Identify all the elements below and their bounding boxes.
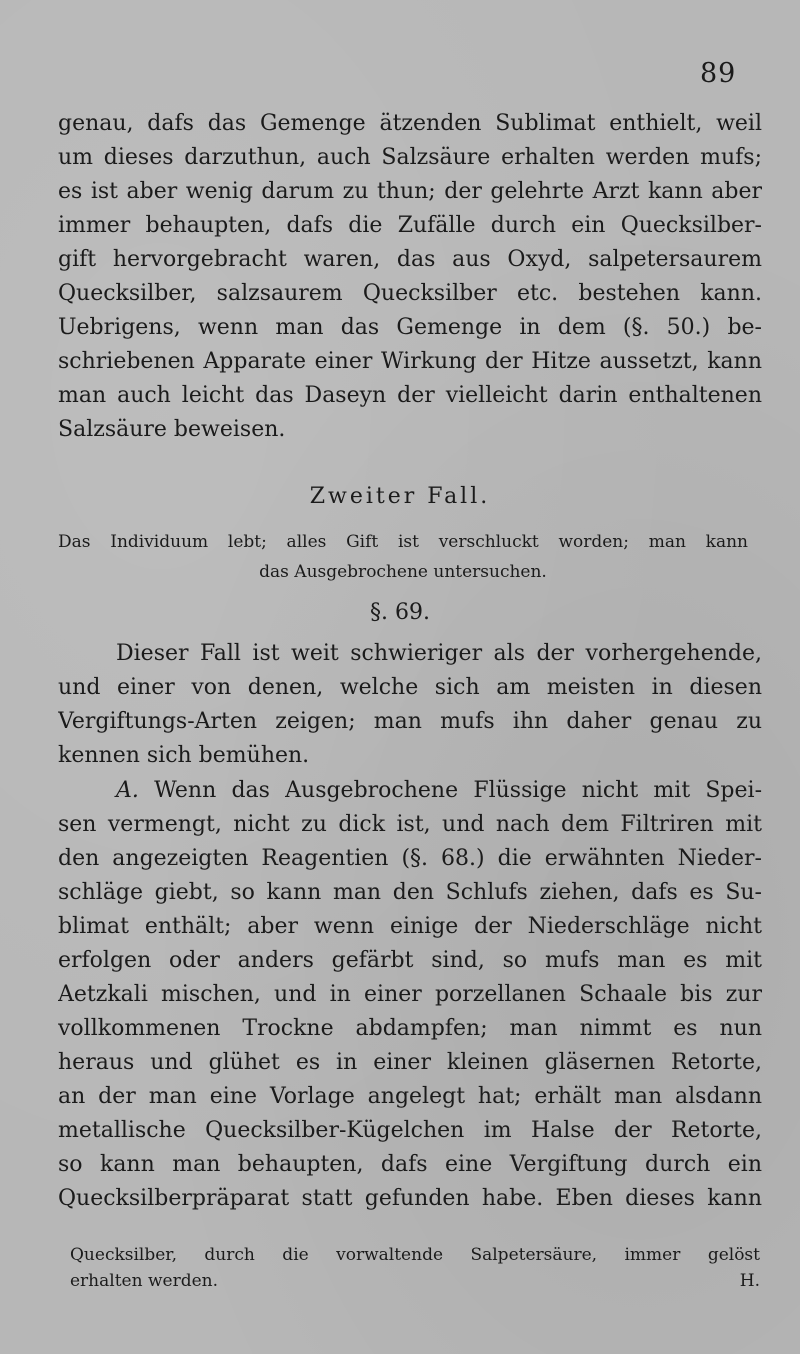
text-line: Aetzkali mischen, und in einer porzellanen Schaale bis zur (58, 982, 762, 1007)
text-line: genau, dafs das Gemenge ätzenden Sublimat enthielt, weil (58, 111, 762, 136)
text-line: Salzsäure beweisen. (58, 417, 286, 442)
paragraph-continuation (58, 107, 762, 447)
text-line: Vergiftungs-Arten zeigen; man mufs ihn daher genau zu (58, 709, 762, 734)
case-summary (58, 527, 748, 587)
text-line: sen vermengt, nicht zu dick ist, und nach dem Filtriren mit (58, 812, 762, 837)
footnote (70, 1242, 760, 1294)
text-line: gift hervorgebracht waren, das aus Oxyd, salpetersaurem (58, 247, 762, 272)
text-line: und einer von denen, welche sich am meisten in diesen (58, 675, 762, 700)
paragraph (58, 637, 762, 773)
text-line: erfolgen oder anders gefärbt sind, so mufs man es mit (58, 948, 762, 973)
text-line: um dieses darzuthun, auch Salzsäure erhalten werden mufs; (58, 145, 762, 170)
paragraph-initial: A. (116, 778, 139, 803)
text-line: schriebenen Apparate einer Wirkung der Hitze aussetzt, kann (58, 349, 762, 374)
text-line: Quecksilber, salzsaurem Quecksilber etc. bestehen kann. (58, 281, 762, 306)
text-line: blimat enthält; aber wenn einige der Niederschläge nicht (58, 914, 762, 939)
text-line: den angezeigten Reagentien (§. 68.) die erwähnten Nieder- (58, 846, 762, 871)
text-line: so kann man behaupten, dafs eine Vergiftung durch ein (58, 1152, 762, 1177)
text-line: immer behaupten, dafs die Zufälle durch ein Quecksilber- (58, 213, 762, 238)
text-line: schläge giebt, so kann man den Schlufs ziehen, dafs es Su- (58, 880, 762, 905)
text-line: an der man eine Vorlage angelegt hat; erhält man alsdann (58, 1084, 762, 1109)
summary-line: Das Individuum lebt; alles Gift ist verschluckt worden; man kann (58, 532, 748, 552)
text-line: man auch leicht das Daseyn der vielleicht darin enthaltenen (58, 383, 762, 408)
footnote-line: Quecksilber, durch die vorwaltende Salpetersäure, immer gelöst (70, 1245, 760, 1265)
text-line: vollkommenen Trockne abdampfen; man nimmt es nun (58, 1016, 762, 1041)
text-line: heraus und glühet es in einer kleinen gläsernen Retorte, (58, 1050, 762, 1075)
text-line: metallische Quecksilber-Kügelchen im Halse der Retorte, (58, 1118, 762, 1143)
footnote-text: erhalten werden. (70, 1271, 218, 1291)
footnote-line (70, 1268, 760, 1294)
text-line: Dieser Fall ist weit schwieriger als der vorhergehende, (116, 641, 762, 666)
section-number: §. 69. (370, 600, 430, 625)
section-heading: Zweiter Fall. (309, 484, 491, 509)
text-line (58, 774, 762, 808)
text-span: Wenn das Ausgebrochene Flüssige nicht mit Spei- (138, 778, 762, 803)
text-line: es ist aber wenig darum zu thun; der gelehrte Arzt kann aber (58, 179, 762, 204)
paragraph (58, 774, 762, 1216)
text-line: kennen sich bemühen. (58, 743, 310, 768)
text-line: Uebrigens, wenn man das Gemenge in dem (§. 50.) be- (58, 315, 762, 340)
page-number: 89 (700, 58, 737, 89)
summary-line: das Ausgebrochene untersuchen. (259, 562, 547, 582)
footnote-signature: H. (739, 1271, 760, 1291)
text-line: Quecksilberpräparat statt gefunden habe. Eben dieses kann (58, 1186, 762, 1211)
